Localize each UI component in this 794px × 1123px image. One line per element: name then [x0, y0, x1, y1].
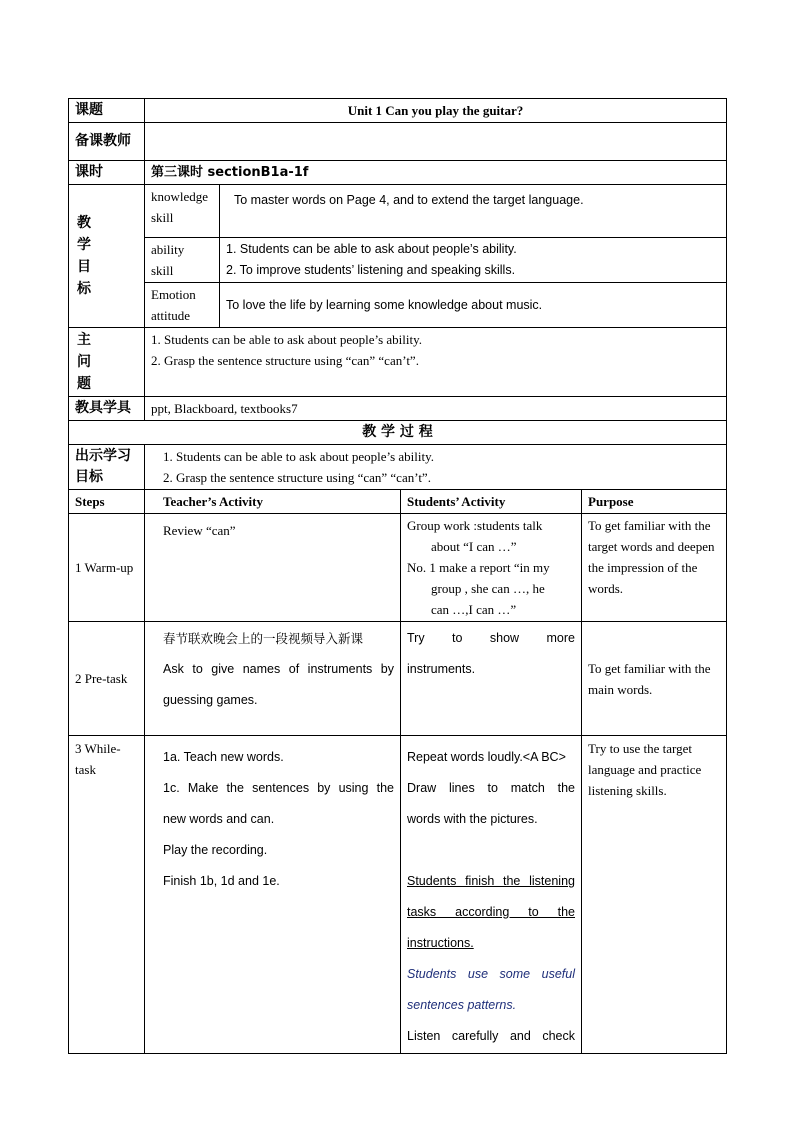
teacher-activity-warmup: Review “can”	[145, 514, 401, 622]
topic-label: 课题	[69, 99, 145, 123]
step-name-warmup: 1 Warm-up	[69, 514, 145, 622]
objective-row-knowledge	[69, 185, 727, 238]
step-name-whiletask: 3 While-task	[69, 736, 145, 1054]
purpose-pretask: To get familiar with the main words.	[582, 622, 727, 736]
column-header-purpose: Purpose	[582, 490, 727, 514]
students-activity-warmup: Group work :students talk about “I can …” No. 1 make a report “in my group , she can …, he can …,I can …”	[401, 514, 582, 622]
column-header-teacher: Teacher’s Activity	[145, 490, 401, 514]
lesson-label: 课时	[69, 161, 145, 185]
teacher-label: 备课教师	[69, 123, 145, 161]
main-question-row	[69, 328, 727, 397]
main-question-text: 1. Students can be able to ask about people’s ability. 2. Grasp the sentence structure using “can” “can’t”.	[145, 328, 727, 397]
objectives-label: 教 学 目 标	[69, 185, 145, 328]
step-row-warmup	[69, 514, 727, 622]
objective-text-knowledge: To master words on Page 4, and to extend the target language.	[220, 185, 727, 238]
objective-row-emotion	[69, 283, 727, 328]
topic-row	[69, 99, 727, 123]
step-row-whiletask	[69, 736, 727, 1054]
process-title-row	[69, 421, 727, 445]
show-objectives-row	[69, 445, 727, 490]
column-header-students: Students’ Activity	[401, 490, 582, 514]
lesson-row	[69, 161, 727, 185]
objective-row-ability	[69, 238, 727, 283]
topic-value: Unit 1 Can you play the guitar?	[145, 99, 727, 123]
main-question-label: 主 问 题	[69, 328, 145, 397]
students-activity-pretask: Try to show more instruments.	[401, 622, 582, 736]
students-activity-whiletask: Repeat words loudly.<A BC> Draw lines to match the words with the pictures. Students finish the listening tasks according to the instructions. Students use some useful sentences patterns. Listen carefully and check	[401, 736, 582, 1054]
teacher-row	[69, 123, 727, 161]
step-row-pretask	[69, 622, 727, 736]
column-header-steps: Steps	[69, 490, 145, 514]
columns-header-row	[69, 490, 727, 514]
objective-category-ability: ability skill	[145, 238, 220, 283]
objective-text-emotion: To love the life by learning some knowledge about music.	[220, 283, 727, 328]
process-title: 教 学 过 程	[69, 421, 727, 445]
objective-text-ability: 1. Students can be able to ask about people’s ability. 2. To improve students’ listening and speaking skills.	[220, 238, 727, 283]
objective-category-emotion: Emotion attitude	[145, 283, 220, 328]
tools-value: ppt, Blackboard, textbooks7	[145, 397, 727, 421]
step-name-pretask: 2 Pre-task	[69, 622, 145, 736]
tools-row	[69, 397, 727, 421]
purpose-whiletask: Try to use the target language and practice listening skills.	[582, 736, 727, 1054]
lesson-plan-table	[68, 98, 727, 1054]
show-objectives-text: 1. Students can be able to ask about people’s ability. 2. Grasp the sentence structure using “can” “can’t”.	[145, 445, 727, 490]
teacher-activity-whiletask: 1a. Teach new words. 1c. Make the sentences by using the new words and can. Play the recording. Finish 1b, 1d and 1e.	[145, 736, 401, 1054]
purpose-warmup: To get familiar with the target words and deepen the impression of the words.	[582, 514, 727, 622]
teacher-value	[145, 123, 727, 161]
lesson-value: 第三课时 sectionB1a-1f	[145, 161, 727, 185]
objective-category-knowledge: knowledge skill	[145, 185, 220, 238]
show-objectives-label: 出示学习目标	[69, 445, 145, 490]
tools-label: 教具学具	[69, 397, 145, 421]
teacher-activity-pretask: 春节联欢晚会上的一段视频导入新课 Ask to give names of instruments by guessing games.	[145, 622, 401, 736]
